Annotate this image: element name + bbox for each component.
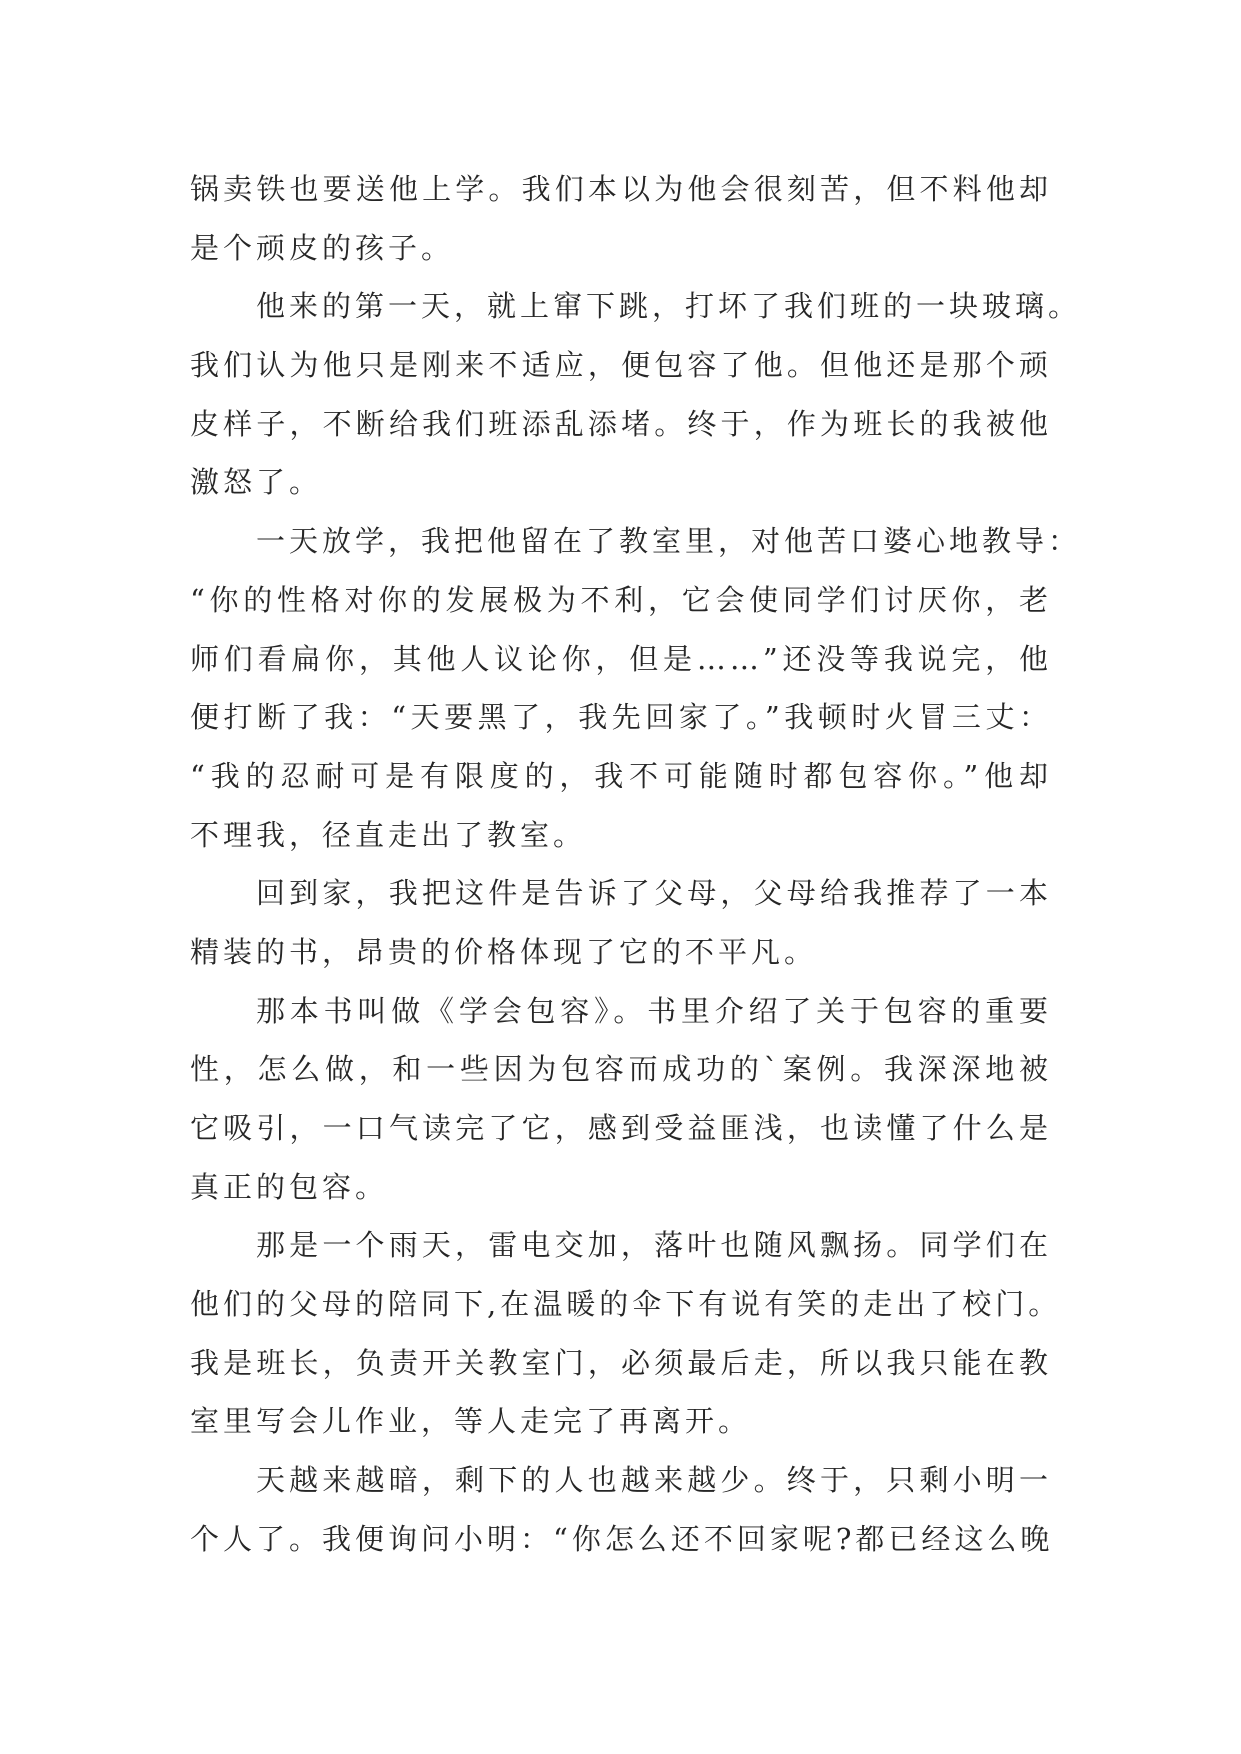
paragraph (190, 1451, 1052, 1568)
paragraph (190, 864, 1052, 981)
text-line: 个人了。我便询问小明：“你怎么还不回家呢?都已经这么晚 (190, 1521, 1054, 1556)
text-line: 回到家，我把这件是告诉了父母，父母给我推荐了一本 (256, 876, 1052, 911)
text-line: 师们看扁你，其他人议论你，但是……”还没等我说完，他 (190, 641, 1052, 676)
paragraph (190, 982, 1052, 1217)
text-line: 精装的书，昂贵的价格体现了它的不平凡。 (190, 934, 818, 969)
text-line: 真正的包容。 (190, 1169, 389, 1204)
text-line: 那是一个雨天，雷电交加，落叶也随风飘扬。同学们在 (256, 1228, 1052, 1263)
text-line: “你的性格对你的发展极为不利，它会使同学们讨厌你，老 (190, 582, 1052, 617)
text-line: 它吸引，一口气读完了它，感到受益匪浅，也读懂了什么是 (190, 1111, 1052, 1145)
text-line: 他们的父母的陪同下,在温暖的伞下有说有笑的走出了校门。 (190, 1287, 1062, 1322)
text-line: 室里写会儿作业，等人走完了再离开。 (190, 1404, 752, 1439)
text-line: 他来的第一天，就上窜下跳，打坏了我们班的一块玻璃。 (256, 289, 1082, 324)
text-line: 天越来越暗，剩下的人也越来越少。终于，只剩小明一 (256, 1463, 1052, 1498)
text-line: 我是班长，负责开关教室门，必须最后走，所以我只能在教 (190, 1345, 1052, 1380)
paragraph (190, 160, 1052, 277)
text-line: 激怒了。 (190, 465, 323, 500)
text-line: 皮样子，不断给我们班添乱添堵。终于，作为班长的我被他 (190, 406, 1052, 441)
text-line: 锅卖铁也要送他上学。我们本以为他会很刻苦，但不料他却 (190, 172, 1052, 206)
text-line: 那本书叫做《学会包容》。书里介绍了关于包容的重要 (256, 993, 1052, 1028)
paragraph (190, 277, 1082, 512)
text-line: 不理我，径直走出了教室。 (190, 817, 587, 852)
paragraph (190, 1216, 1062, 1451)
paragraph (190, 512, 1082, 864)
text-line: 性，怎么做，和一些因为包容而成功的`案例。我深深地被 (190, 1052, 1052, 1087)
body-text (190, 160, 1082, 1569)
text-line: “我的忍耐可是有限度的，我不可能随时都包容你。”他却 (190, 758, 1052, 793)
text-line: 我们认为他只是刚来不适应，便包容了他。但他还是那个顽 (190, 348, 1052, 383)
text-line: 是个顽皮的孩子。 (190, 230, 455, 265)
text-line: 一天放学，我把他留在了教室里，对他苦口婆心地教导： (256, 524, 1082, 559)
text-line: 便打断了我：“天要黑了，我先回家了。”我顿时火冒三丈： (190, 700, 1052, 735)
